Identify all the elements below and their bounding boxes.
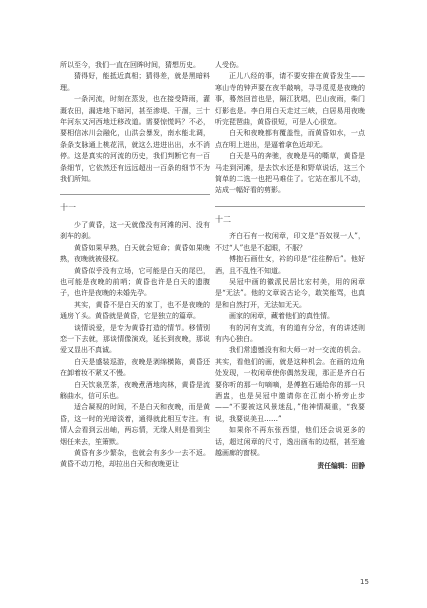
paragraph: 谈情说爱，是专为黄昏打造的情节。移情别恋一下去就，那谈情像演戏，延长到夜晚，那说爱又显出不真诚。 [60, 323, 210, 355]
paragraph: 猜得好，能抵近真相；猜得差，就是黑暗料理。 [60, 72, 210, 92]
paragraph: 画家的闲章，藏着他们的真性情。 [229, 312, 334, 321]
section-divider [215, 206, 365, 207]
paragraph: 正儿八经的事，请不要安排在黄昏发生——寒山寺的钟声要在夜半敲响，寻寻觅觅是夜晚的事，蓦然回首也是，隔江犹唱，巴山夜雨，柴门灯影也是。李白用白天走过三峡，白居易用夜晚听完琵琶曲，黄昏很短，可是人心很宽。 [215, 72, 365, 127]
paragraph: 吴冠中画的徽派民居比宏村美，用的闲章是“无法”。他的文章说古论今，敢笑能骂，也真是和自然打开，无法如无天。 [215, 277, 365, 309]
paragraph: 白天和夜晚都有覆盖性，而黄昏如水，一点点在明上迸出，是逼着拿色近却无。 [215, 129, 365, 149]
paragraph: 一条河流，时刻在蒸发，也在接受降雨，灌溉农田，漏进地下暗河，甚至渗堤、干涸，三十年河东又河西地迁移改道。需要惊慌吗？不必，要相信冰川会融化，山洪会暴发，南水能北调，条条支脉通上桃花汛，就这么进进出出，水不消停。这是真实的河流的历史，我们判断它有一百条细节，它依然还有远远超出一百条的细节不为我们所知。 [60, 95, 210, 184]
paragraph: 傅抱石画仕女，衿的印是“往往醉后”。他好酒，且不乱性不知道。 [215, 255, 365, 275]
section-heading-11: 十一 [60, 203, 76, 213]
paragraph: 我们常遗憾没有和大师一对一交流的机会。其实，看他们的画，就是这种机会。在画的边角处发现，一枚闲章使你偶然发现，那正是齐白石要你听的那一句嘀嘀，是傅抱石通给你的那一只酒盅，也是吴冠中邀请你在江南小桥旁止步——“不要被这风景迷乱，”他神情凝重，“我要说，我要说美丑……” [215, 346, 365, 423]
section-heading-12: 十二 [215, 214, 231, 224]
paragraph: 有的河有支流，有的道有分岔，有的讲述则有内心独白。 [215, 323, 365, 343]
paragraph: 白天是盛装巡游，夜晚是剥绵横陈，黄昏还在卸着妆不紧又不慢。 [60, 357, 210, 378]
paragraph: 齐白石有一枚闲章，印文是“吾奴视一人”，不过“人”也是不起眼，不服？ [215, 232, 365, 252]
section-divider [60, 194, 210, 195]
right-column [215, 60, 365, 473]
left-column [60, 60, 210, 471]
paragraph: 少了黄昏，这一天就像没有河滩的河、没有刹车的刹。 [60, 220, 210, 241]
paragraph: 黄昏似乎没有立场，它可能是白天的尾巴，也可能是夜晚的前哨；黄昏也许是白天的遗腹子，也许是夜晚的未婚先孕。 [60, 266, 210, 298]
paragraph: 如果你不再东张西望，他们还会说更多的话，超过闲章的尺寸，逸出画布的边框，甚至逾越画廊的窗棂。 [215, 426, 365, 457]
paragraph: 适合凝视的时间，不是白天和夜晚，而是黄昏，这一时的光暗淡着，通得就此相互专注。有情人会看到云出岫，两忘情，无缘人则是看到尘烟任来去，笙箫默。 [60, 403, 210, 446]
paragraph: 所以至今，我们一直在回眸时间，猜想历史。 [60, 61, 200, 69]
paragraph: 黄昏有多少繁杂，也就会有多少一去不返。黄昏不动刀枪，却拉出白天和夜晚更让 [60, 449, 210, 469]
editor-credit: 责任编辑：田静 [317, 462, 365, 471]
paragraph: 其实，黄昏不是白天的家丁，也不是夜晚的通房丫头。黄昏就是黄昏，它是独立的篇章。 [60, 300, 210, 321]
paragraph: 人受伤。 [215, 61, 243, 69]
paragraph: 白天是马的奔驰，夜晚是马的嘶草，黄昏是马走到河滩，是去饮水还是和野草说话，这三个简单的二选一也把马难住了。它站在那儿不动，站成一幅好看的剪影。 [215, 152, 365, 195]
paragraph: 白天饮泉烹茶，夜晚煮酒地肉林，黄昏是流觞曲水，信可乐也。 [60, 380, 210, 400]
paragraph: 黄昏如果早熟，白天就会短命；黄昏如果晚熟，夜晚就被侵权。 [60, 243, 210, 264]
page-number: 15 [360, 578, 369, 586]
